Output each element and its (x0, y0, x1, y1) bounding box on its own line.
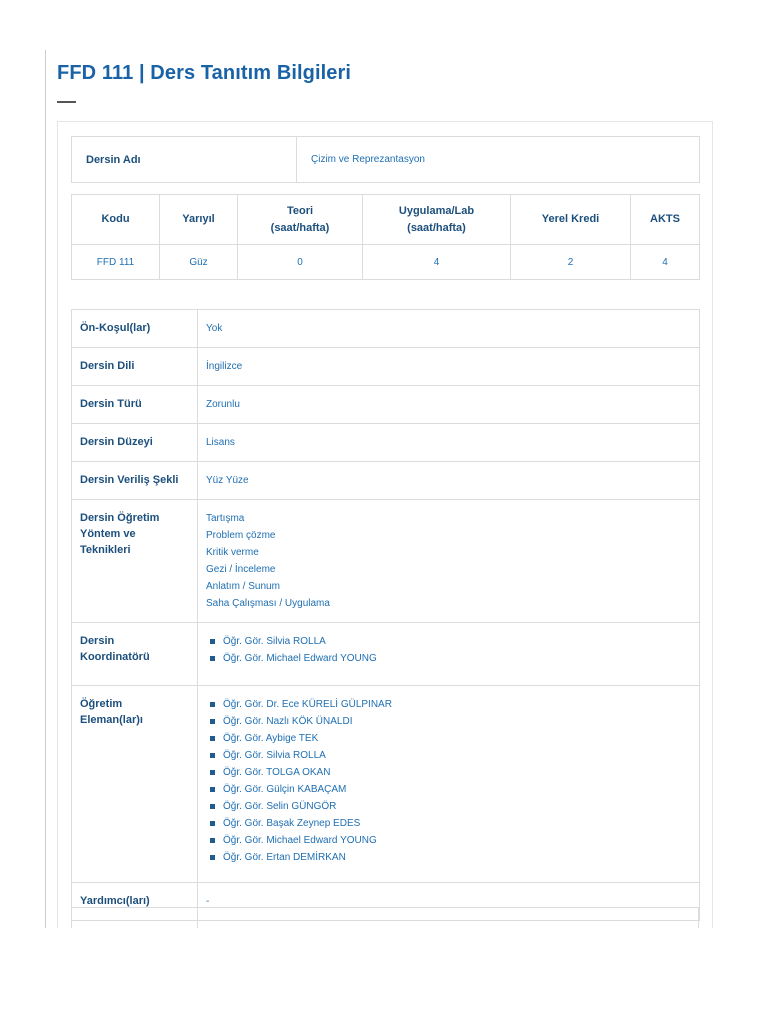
header-lab-line1: Uygulama/Lab (398, 204, 475, 217)
cell-local-credit: 2 (511, 245, 631, 280)
header-semester: Yarıyıl (160, 195, 238, 245)
left-border-line (45, 50, 46, 928)
language-label: Dersin Dili (72, 348, 198, 386)
coordinator-list-cell (198, 623, 700, 686)
course-code-data-row (72, 245, 700, 280)
course-code-header-row (72, 195, 700, 245)
details-row-language (72, 348, 700, 386)
coordinator-list (206, 633, 691, 667)
instructor-item: Öğr. Gör. Nazlı KÖK ÜNALDI (223, 713, 691, 730)
instructors-list (206, 696, 691, 866)
page-title: FFD 111 | Ders Tanıtım Bilgileri (57, 62, 352, 84)
coordinator-item: Öğr. Gör. Michael Edward YOUNG (223, 650, 691, 667)
details-row-type (72, 386, 700, 424)
method-item: Problem çözme (206, 530, 276, 541)
method-item: Saha Çalışması / Uygulama (206, 598, 330, 609)
header-lab-line2: (saat/hafta) (407, 221, 466, 234)
delivery-value: Yüz Yüze (198, 462, 700, 500)
instructor-item: Öğr. Gör. Ertan DEMİRKAN (223, 849, 691, 866)
instructors-label-line1: Öğretim (80, 698, 123, 710)
instructor-item: Öğr. Gör. Dr. Ece KÜRELİ GÜLPINAR (223, 696, 691, 713)
method-item: Anlatım / Sunum (206, 581, 280, 592)
instructor-item: Öğr. Gör. Aybige TEK (223, 730, 691, 747)
course-details-table (71, 309, 700, 921)
methods-list (198, 500, 700, 623)
cell-theory: 0 (238, 245, 363, 280)
details-row-level (72, 424, 700, 462)
prereq-value: Yok (198, 310, 700, 348)
header-theory-line2: (saat/hafta) (270, 221, 330, 234)
details-row-prereq (72, 310, 700, 348)
header-local-credit: Yerel Kredi (511, 195, 631, 245)
coordinator-label-line2: Koordinatörü (80, 651, 150, 663)
title-underline (57, 101, 76, 103)
method-item: Tartışma (206, 513, 245, 524)
cell-semester: Güz (160, 245, 238, 280)
details-row-coordinator (72, 623, 700, 686)
instructor-item: Öğr. Gör. Silvia ROLLA (223, 747, 691, 764)
instructor-item: Öğr. Gör. TOLGA OKAN (223, 764, 691, 781)
course-info-card (57, 121, 713, 928)
header-ects: AKTS (631, 195, 700, 245)
type-value: Zorunlu (198, 386, 700, 424)
instructor-item: Öğr. Gör. Michael Edward YOUNG (223, 832, 691, 849)
course-name-table (71, 136, 700, 183)
instructor-item: Öğr. Gör. Başak Zeynep EDES (223, 815, 691, 832)
method-item: Gezi / İnceleme (206, 564, 276, 575)
course-name-label: Dersin Adı (72, 137, 297, 183)
coordinator-item: Öğr. Gör. Silvia ROLLA (223, 633, 691, 650)
header-theory-line1: Teori (286, 204, 314, 217)
prereq-label: Ön-Koşul(lar) (72, 310, 198, 348)
cell-ects: 4 (631, 245, 700, 280)
assistants-label: Yardımcı(ları) (72, 883, 198, 921)
methods-label-line1: Dersin Öğretim (80, 512, 160, 524)
delivery-label: Dersin Veriliş Şekli (72, 462, 198, 500)
assistants-value: - (198, 883, 700, 921)
header-lab (363, 195, 511, 245)
course-name-row (72, 137, 700, 183)
type-label: Dersin Türü (72, 386, 198, 424)
next-table-row-partial (71, 907, 699, 928)
instructors-label-line2: Eleman(lar)ı (80, 714, 143, 726)
course-name-value: Çizim ve Reprezantasyon (297, 137, 700, 183)
instructor-item: Öğr. Gör. Gülçin KABAÇAM (223, 781, 691, 798)
level-value: Lisans (198, 424, 700, 462)
methods-label (72, 500, 198, 623)
method-item: Kritik verme (206, 547, 259, 558)
cell-lab: 4 (363, 245, 511, 280)
coordinator-label-line1: Dersin (80, 635, 115, 647)
level-label: Dersin Düzeyi (72, 424, 198, 462)
details-row-instructors (72, 686, 700, 883)
language-value: İngilizce (198, 348, 700, 386)
instructor-item: Öğr. Gör. Selin GÜNGÖR (223, 798, 691, 815)
methods-label-line2: Yöntem ve (80, 528, 136, 540)
details-row-delivery (72, 462, 700, 500)
cell-code: FFD 111 (72, 245, 160, 280)
instructors-list-cell (198, 686, 700, 883)
header-theory (238, 195, 363, 245)
coordinator-label (72, 623, 198, 686)
instructors-label (72, 686, 198, 883)
methods-label-line3: Teknikleri (80, 544, 131, 556)
details-row-methods (72, 500, 700, 623)
course-code-table (71, 194, 700, 280)
column-divider (197, 908, 198, 928)
header-code: Kodu (72, 195, 160, 245)
